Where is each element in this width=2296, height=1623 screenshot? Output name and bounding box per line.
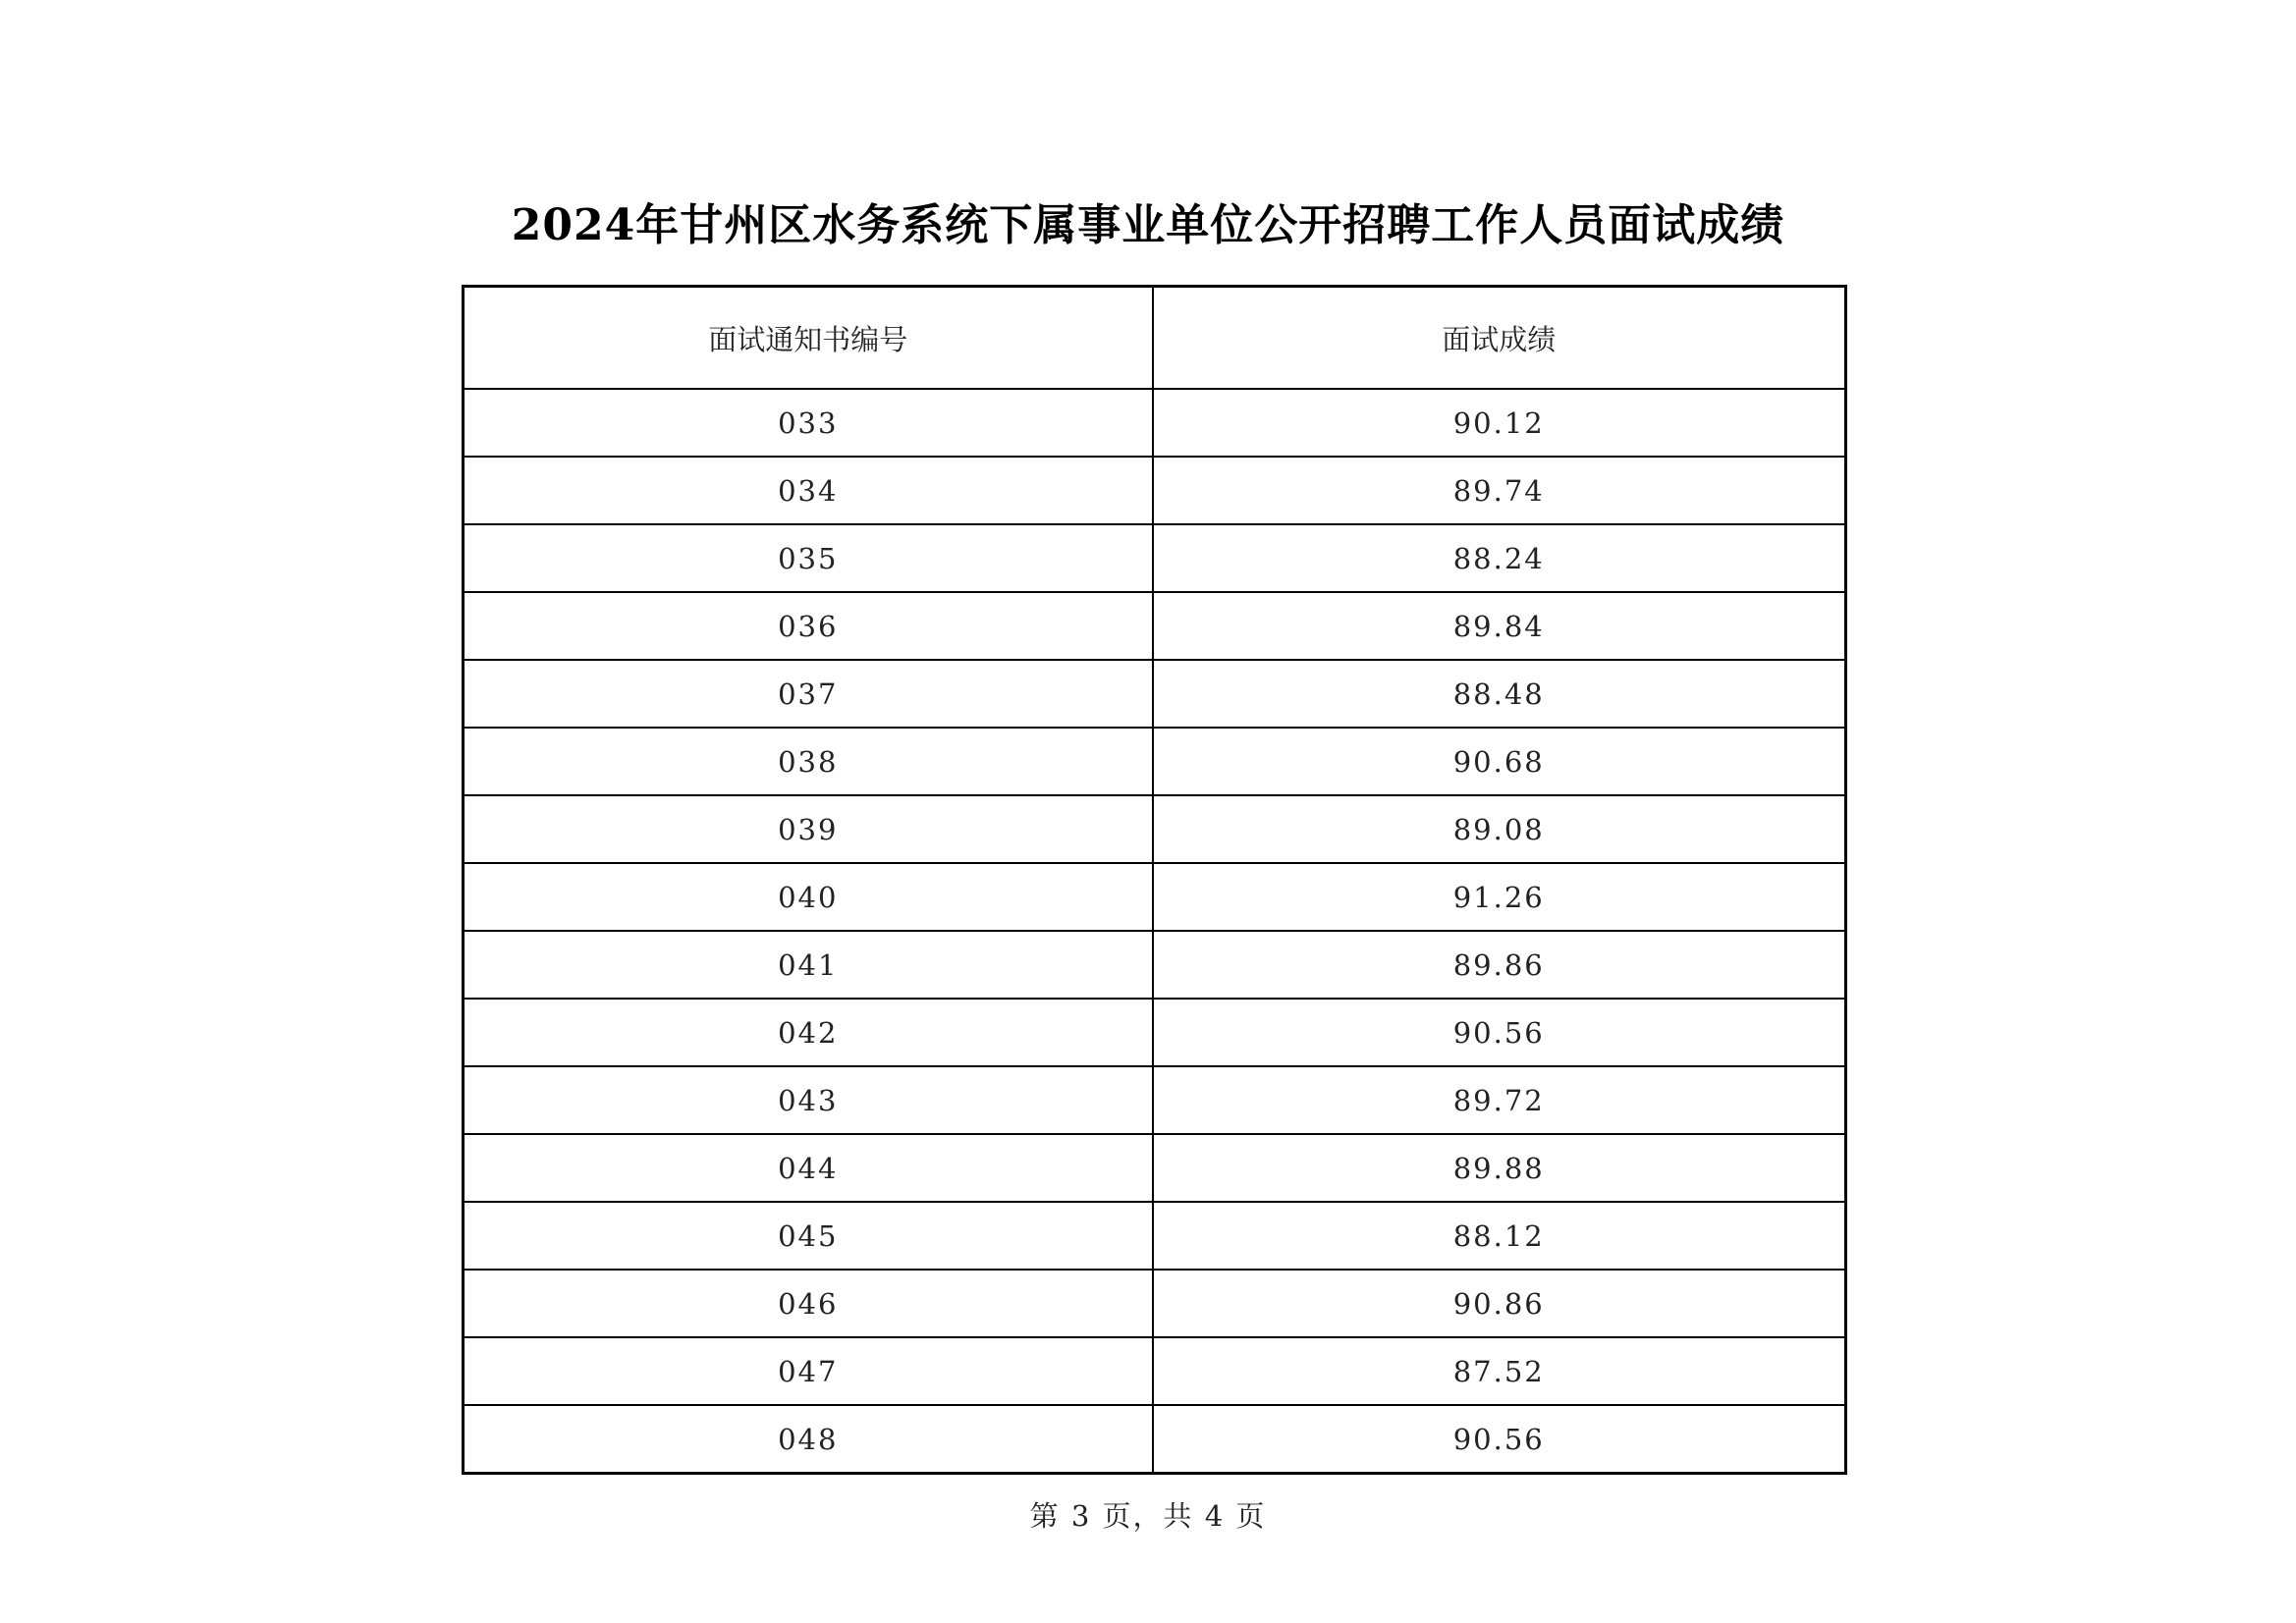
page-indicator: 第 3 页，共 4 页 (1029, 1499, 1267, 1533)
table-row (464, 524, 1846, 592)
document-title: 2024年甘州区水务系统下属事业单位公开招聘工作人员面试成绩 (511, 200, 1785, 250)
score-cell: 88.24 (1153, 524, 1846, 592)
notice-number-cell: 035 (464, 524, 1153, 592)
notice-number-cell: 046 (464, 1270, 1153, 1337)
score-cell: 89.86 (1153, 931, 1846, 999)
notice-number-cell: 042 (464, 999, 1153, 1066)
score-cell: 90.56 (1153, 999, 1846, 1066)
table-row (464, 863, 1846, 931)
table-row (464, 660, 1846, 728)
header-notice-number: 面试通知书编号 (464, 287, 1153, 390)
table-row (464, 1202, 1846, 1270)
notice-number-cell: 048 (464, 1405, 1153, 1474)
table-row (464, 1270, 1846, 1337)
notice-number-cell: 047 (464, 1337, 1153, 1405)
notice-number-cell: 033 (464, 389, 1153, 457)
table-row (464, 592, 1846, 660)
score-cell: 88.48 (1153, 660, 1846, 728)
header-interview-score: 面试成绩 (1153, 287, 1846, 390)
score-cell: 90.12 (1153, 389, 1846, 457)
table-row (464, 1134, 1846, 1202)
score-cell: 90.86 (1153, 1270, 1846, 1337)
table-row (464, 795, 1846, 863)
score-cell: 89.74 (1153, 457, 1846, 524)
score-cell: 91.26 (1153, 863, 1846, 931)
score-cell: 90.68 (1153, 728, 1846, 795)
interview-score-table (462, 285, 1847, 1475)
score-cell: 89.88 (1153, 1134, 1846, 1202)
score-cell: 89.84 (1153, 592, 1846, 660)
notice-number-cell: 037 (464, 660, 1153, 728)
table-row (464, 389, 1846, 457)
score-cell: 88.12 (1153, 1202, 1846, 1270)
notice-number-cell: 044 (464, 1134, 1153, 1202)
notice-number-cell: 043 (464, 1066, 1153, 1134)
table-row (464, 1405, 1846, 1474)
table-row (464, 1066, 1846, 1134)
notice-number-cell: 040 (464, 863, 1153, 931)
table-row (464, 728, 1846, 795)
table-row (464, 931, 1846, 999)
score-cell: 87.52 (1153, 1337, 1846, 1405)
score-cell: 89.08 (1153, 795, 1846, 863)
table-row (464, 457, 1846, 524)
notice-number-cell: 039 (464, 795, 1153, 863)
table-row (464, 999, 1846, 1066)
notice-number-cell: 038 (464, 728, 1153, 795)
notice-number-cell: 036 (464, 592, 1153, 660)
notice-number-cell: 034 (464, 457, 1153, 524)
table-row (464, 1337, 1846, 1405)
notice-number-cell: 045 (464, 1202, 1153, 1270)
table-header-row (464, 287, 1846, 390)
notice-number-cell: 041 (464, 931, 1153, 999)
score-cell: 89.72 (1153, 1066, 1846, 1134)
score-cell: 90.56 (1153, 1405, 1846, 1474)
